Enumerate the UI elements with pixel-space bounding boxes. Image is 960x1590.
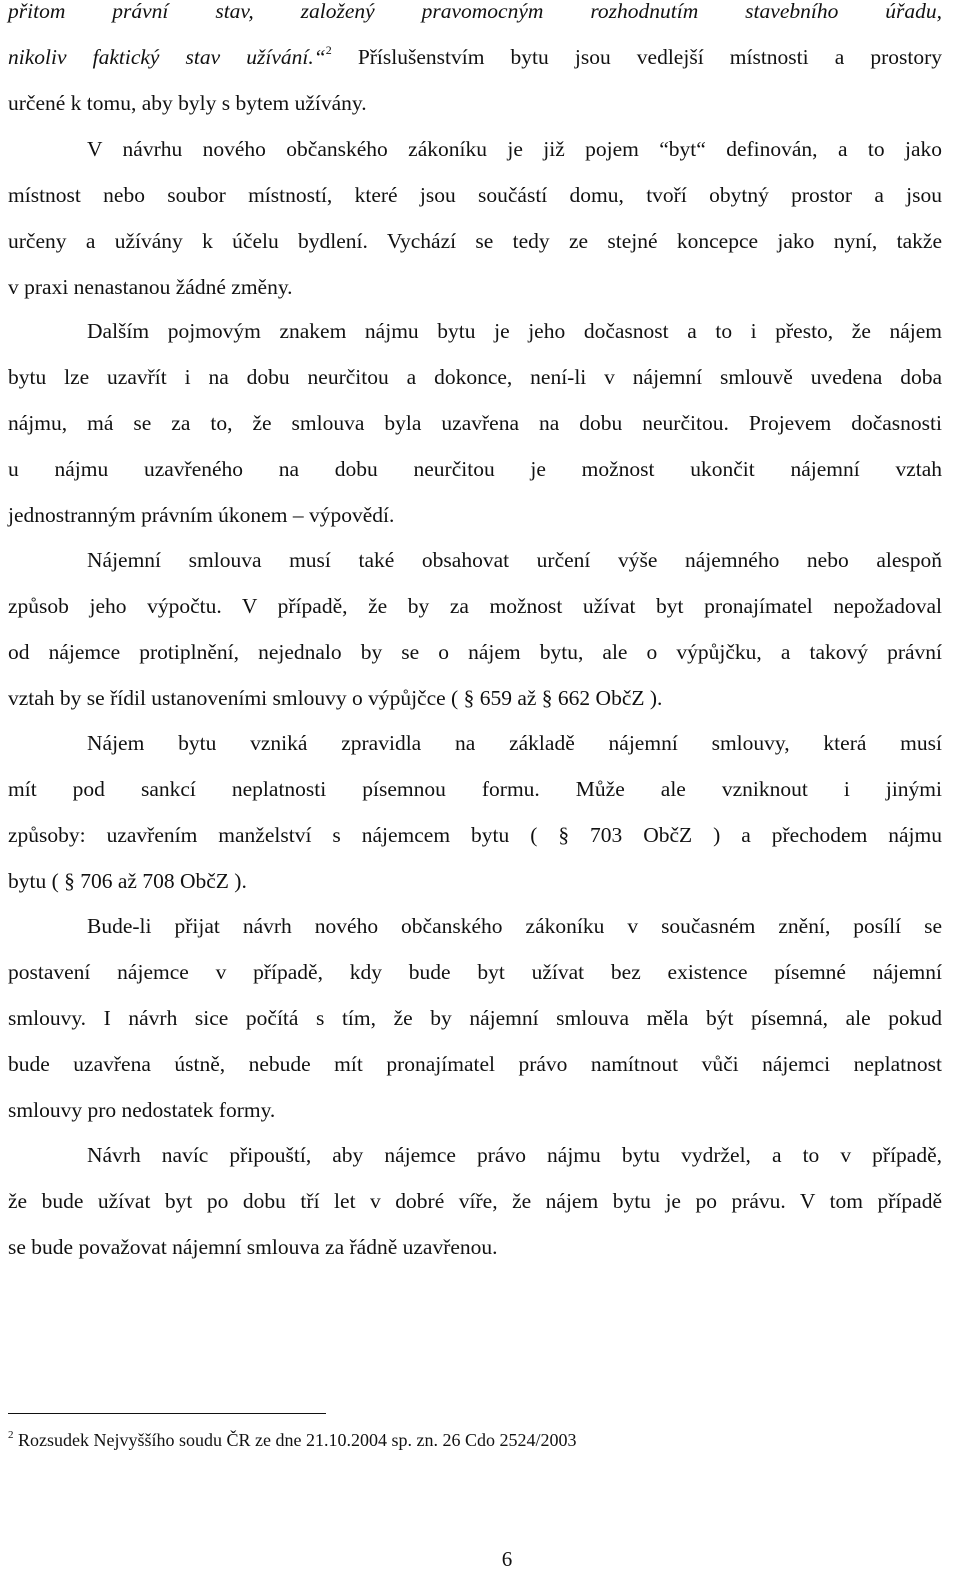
paragraph-6-line-1: Bude-li přijat návrh nového občanského zákoníku v současném znění, posílí se (87, 914, 942, 938)
footnote-number: 2 (8, 1429, 14, 1441)
paragraph-6-line-4: bude uzavřena ústně, nebude mít pronajímatel právo namítnout vůči nájemci neplatnost (8, 1052, 942, 1076)
paragraph-3-line-1: Dalším pojmovým znakem nájmu bytu je jeho dočasnost a to i přesto, že nájem (87, 319, 942, 343)
paragraph-5-line-2: mít pod sankcí neplatnosti písemnou formu. Může ale vzniknout i jinými (8, 777, 942, 801)
paragraph-7-line-2: že bude užívat byt po dobu tří let v dobré víře, že nájem bytu je po právu. V tom případě (8, 1189, 942, 1213)
paragraph-5-line-4: bytu ( § 706 až 708 ObčZ ). (8, 869, 247, 893)
paragraph-1-line-2 (8, 43, 942, 71)
paragraph-4-line-2: způsob jeho výpočtu. V případě, že by za možnost užívat byt pronajímatel nepožadoval (8, 594, 942, 618)
paragraph-6-line-3: smlouvy. I návrh sice počítá s tím, že by nájemní smlouva měla být písemná, ale pokud (8, 1006, 942, 1030)
paragraph-5-line-1: Nájem bytu vzniká zpravidla na základě nájemní smlouvy, která musí (87, 731, 942, 755)
paragraph-2-line-1: V návrhu nového občanského zákoníku je již pojem “byt“ definován, a to jako (87, 137, 942, 161)
footnote-ref-2[interactable]: 2 (325, 43, 332, 57)
paragraph-3-line-3: nájmu, má se za to, že smlouva byla uzavřena na dobu neurčitou. Projevem dočasnosti (8, 411, 942, 435)
paragraph-6-line-5: smlouvy pro nedostatek formy. (8, 1098, 276, 1122)
paragraph-3-line-5: jednostranným právním úkonem – výpovědí. (8, 503, 395, 527)
page-number: 6 (501, 1547, 513, 1571)
paragraph-2-line-2: místnost nebo soubor místností, které jsou součástí domu, tvoří obytný prostor a jsou (8, 183, 942, 207)
paragraph-7-line-3: se bude považovat nájemní smlouva za řádně uzavřenou. (8, 1235, 498, 1259)
paragraph-5-line-3: způsoby: uzavřením manželství s nájemcem bytu ( § 703 ObčZ ) a přechodem nájmu (8, 823, 942, 847)
paragraph-7-line-1: Návrh navíc připouští, aby nájemce právo nájmu bytu vydržel, a to v případě, (87, 1143, 942, 1167)
footnote-2 (8, 1428, 576, 1452)
paragraph-3-line-4: u nájmu uzavřeného na dobu neurčitou je možnost ukončit nájemní vztah (8, 457, 942, 481)
paragraph-6-line-2: postavení nájemce v případě, kdy bude byt užívat bez existence písemné nájemní (8, 960, 942, 984)
paragraph-4-line-1: Nájemní smlouva musí také obsahovat určení výše nájemného nebo alespoň (87, 548, 942, 572)
footnote-separator (8, 1413, 326, 1414)
line-rest: Příslušenstvím bytu jsou vedlejší místnosti a prostory (331, 45, 943, 69)
paragraph-4-line-4: vztah by se řídil ustanoveními smlouvy o výpůjčce ( § 659 až § 662 ObčZ ). (8, 686, 663, 710)
paragraph-2-line-4: v praxi nenastanou žádné změny. (8, 275, 293, 299)
paragraph-2-line-3: určeny a užívány k účelu bydlení. Vychází se tedy ze stejné koncepce jako nyní, takže (8, 229, 942, 253)
footnote-text: Rozsudek Nejvyššího soudu ČR ze dne 21.10.2004 sp. zn. 26 Cdo 2524/2003 (18, 1430, 577, 1450)
paragraph-1-line-1: přitom právní stav, založený pravomocným rozhodnutím stavebního úřadu, (8, 0, 942, 23)
paragraph-1-line-3: určené k tomu, aby byly s bytem užívány. (8, 91, 367, 115)
paragraph-4-line-3: od nájemce protiplnění, nejednalo by se o nájem bytu, ale o výpůjčku, a takový právní (8, 640, 942, 664)
paragraph-3-line-2: bytu lze uzavřít i na dobu neurčitou a dokonce, není-li v nájemní smlouvě uvedena doba (8, 365, 942, 389)
quote-end: nikoliv faktický stav užívání.“ (8, 45, 326, 69)
